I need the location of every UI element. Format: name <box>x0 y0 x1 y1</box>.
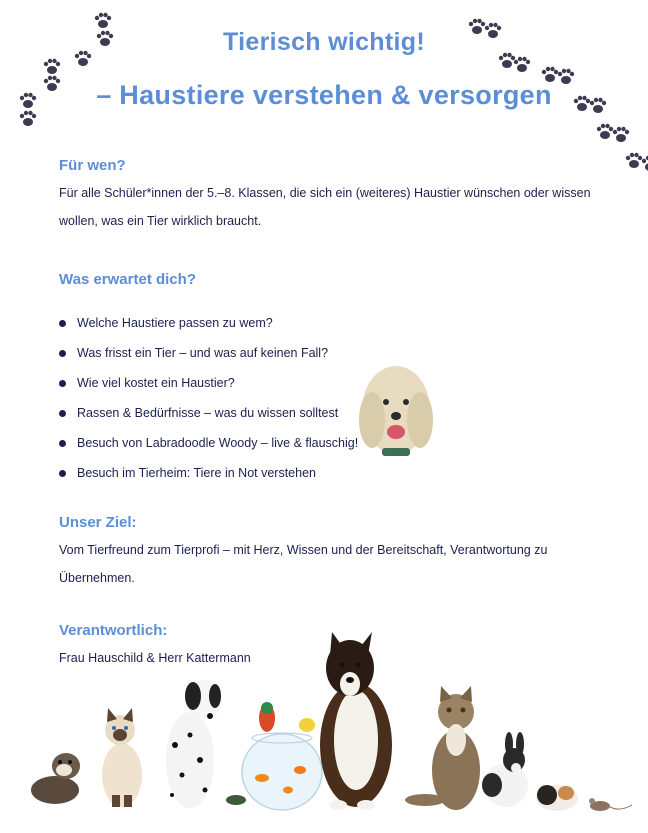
guinea-pig-image <box>536 785 578 811</box>
heading-verantwortlich: Verantwortlich: <box>59 622 168 639</box>
paw-print-icon <box>18 110 38 128</box>
bullet-icon <box>59 320 66 327</box>
paw-print-icon <box>611 126 631 144</box>
text-fuer-wen: Für alle Schüler*innen der 5.–8. Klassen, die sich ein (weiteres) Haustier wünschen oder wissen wollen, was ein Tier wirklich braucht. <box>59 186 591 228</box>
bullet-icon <box>59 380 66 387</box>
list-item: Welche Haustiere passen zu wem? <box>59 308 358 338</box>
bullet-icon <box>59 350 66 357</box>
heading-was-erwartet: Was erwartet dich? <box>59 271 196 288</box>
paw-print-icon <box>512 56 532 74</box>
bullet-icon <box>59 410 66 417</box>
mouse-image <box>589 798 632 811</box>
dalmatian-image <box>166 680 221 808</box>
page-title: Tierisch wichtig! <box>223 28 425 56</box>
rabbit-image <box>482 732 528 807</box>
list-item: Besuch von Labradoodle Woody – live & flauschig! <box>59 428 358 458</box>
heading-unser-ziel: Unser Ziel: <box>59 514 137 531</box>
list-item: Wie viel kostet ein Haustier? <box>59 368 358 398</box>
list-item: Was frisst ein Tier – und was auf keinen Fall? <box>59 338 358 368</box>
heading-fuer-wen: Für wen? <box>59 157 126 174</box>
expectation-list <box>59 308 358 488</box>
list-item: Rassen & Bedürfnisse – was du wissen solltest <box>59 398 358 428</box>
labradoodle-image <box>359 366 433 456</box>
page-subtitle: – Haustiere verstehen & versorgen <box>96 80 552 110</box>
ferret-image <box>31 753 80 804</box>
fishbowl-image <box>226 702 322 810</box>
bullet-icon <box>59 470 66 477</box>
text-unser-ziel: Vom Tierfreund zum Tierprofi – mit Herz, Wissen und der Bereitschaft, Verantwortung zu Übernehmen. <box>59 543 548 585</box>
paw-print-icon <box>42 58 62 76</box>
bullet-icon <box>59 440 66 447</box>
paw-print-icon <box>640 155 648 173</box>
text-verantwortlich: Frau Hauschild & Herr Kattermann <box>59 651 251 665</box>
siamese-cat-image <box>102 708 142 807</box>
list-item: Besuch im Tierheim: Tiere in Not verstehen <box>59 458 358 488</box>
maine-coon-cat-image <box>405 686 480 810</box>
